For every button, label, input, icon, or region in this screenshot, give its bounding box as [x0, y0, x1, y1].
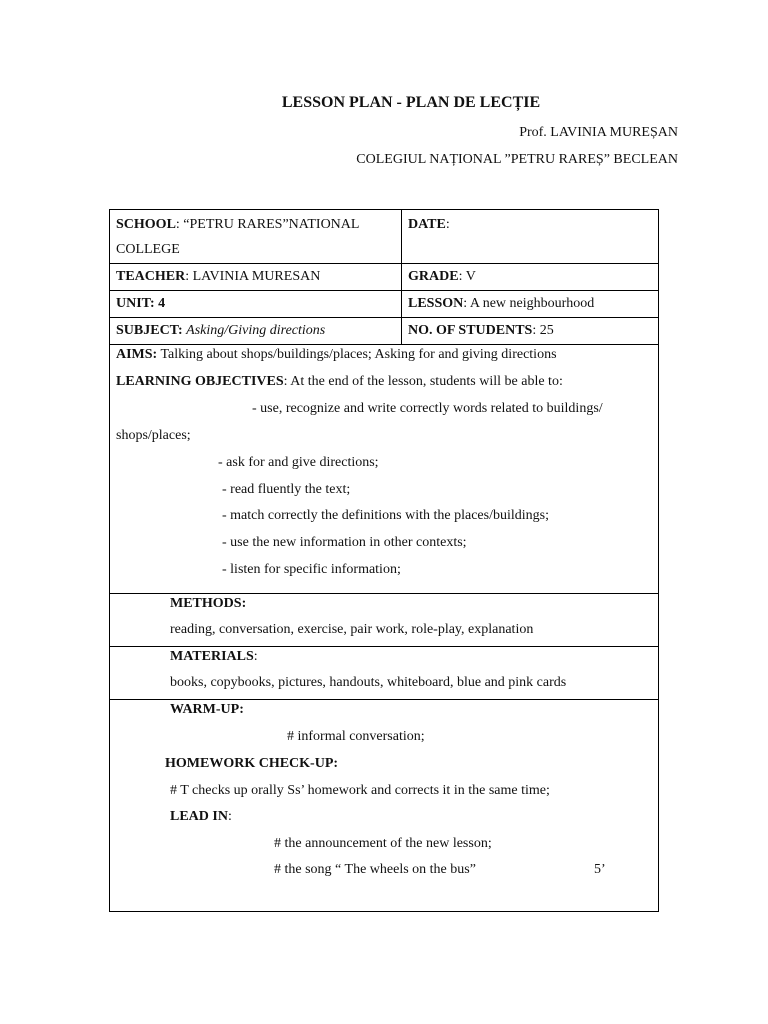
objective-1-cont: shops/places; — [116, 428, 191, 443]
students-cell — [402, 318, 658, 344]
homework-label: HOMEWORK CHECK-UP: — [165, 756, 339, 771]
warmup-label: WARM-UP: — [170, 702, 244, 717]
grade-label: GRADE — [408, 269, 459, 284]
college-line: COLEGIUL NAȚIONAL ”PETRU RAREȘ” BECLEAN — [356, 152, 678, 167]
teacher-label: TEACHER — [116, 269, 186, 284]
materials-heading — [170, 649, 258, 665]
homework-text: # T checks up orally Ss’ homework and corrects it in the same time; — [170, 783, 550, 798]
leadin-heading — [170, 809, 232, 825]
warmup-item: # informal conversation; — [287, 729, 425, 744]
aims-section — [110, 345, 658, 594]
aims-label: AIMS: — [116, 347, 158, 362]
date-label: DATE — [408, 217, 446, 232]
objective-2: - ask for and give directions; — [218, 455, 379, 470]
objective-1: - use, recognize and write correctly words related to buildings/ — [252, 401, 603, 416]
materials-text: books, copybooks, pictures, handouts, whiteboard, blue and pink cards — [170, 675, 567, 690]
subject-cell — [110, 318, 402, 344]
school-value: : “PETRU RARES”NATIONAL — [175, 217, 360, 232]
school-value-cont: COLLEGE — [116, 242, 180, 257]
grade-cell — [402, 264, 658, 290]
aims-line — [116, 347, 557, 363]
methods-section — [110, 594, 658, 647]
methods-label: METHODS: — [170, 596, 247, 611]
grade-value: : V — [458, 269, 476, 284]
objectives-label: LEARNING OBJECTIVES — [116, 374, 284, 389]
table-row-school — [110, 210, 658, 264]
objective-6: - listen for specific information; — [222, 562, 401, 577]
unit-cell — [110, 291, 402, 317]
materials-section — [110, 647, 658, 700]
objectives-line — [116, 374, 563, 390]
lesson-plan-table — [109, 209, 659, 912]
date-cell — [402, 210, 658, 263]
leadin-label: LEAD IN — [170, 809, 228, 824]
page-title: LESSON PLAN - PLAN DE LECȚIE — [281, 94, 541, 111]
objective-4: - match correctly the definitions with the places/buildings; — [222, 508, 549, 523]
materials-colon: : — [253, 649, 258, 664]
leadin-item-2: # the song “ The wheels on the bus” — [274, 862, 476, 877]
table-row-unit — [110, 291, 658, 318]
subject-label: SUBJECT: — [116, 323, 183, 338]
objective-5: - use the new information in other contexts; — [222, 535, 467, 550]
students-value: : 25 — [532, 323, 554, 338]
leadin-colon: : — [227, 809, 232, 824]
time-value: 5’ — [594, 862, 606, 877]
subject-value: Asking/Giving directions — [186, 323, 326, 338]
warmup-section — [110, 700, 658, 916]
school-label: SCHOOL — [116, 217, 176, 232]
school-cell — [110, 210, 402, 263]
teacher-cell — [110, 264, 402, 290]
date-value: : — [445, 217, 450, 232]
leadin-item-1: # the announcement of the new lesson; — [274, 836, 492, 851]
methods-text: reading, conversation, exercise, pair work, role-play, explanation — [170, 622, 534, 637]
author-line: Prof. LAVINIA MUREȘAN — [519, 125, 678, 140]
table-row-subject — [110, 318, 658, 345]
lesson-label: LESSON — [408, 296, 464, 311]
lesson-value: : A new neighbourhood — [463, 296, 595, 311]
objective-3: - read fluently the text; — [222, 482, 351, 497]
unit-label: UNIT: 4 — [116, 296, 166, 311]
aims-text: Talking about shops/buildings/places; Asking for and giving directions — [160, 347, 557, 362]
objectives-intro: : At the end of the lesson, students will be able to: — [283, 374, 563, 389]
lesson-cell — [402, 291, 658, 317]
students-label: NO. OF STUDENTS — [408, 323, 533, 338]
materials-label: MATERIALS — [170, 649, 254, 664]
teacher-value: : LAVINIA MURESAN — [185, 269, 321, 284]
table-row-teacher — [110, 264, 658, 291]
